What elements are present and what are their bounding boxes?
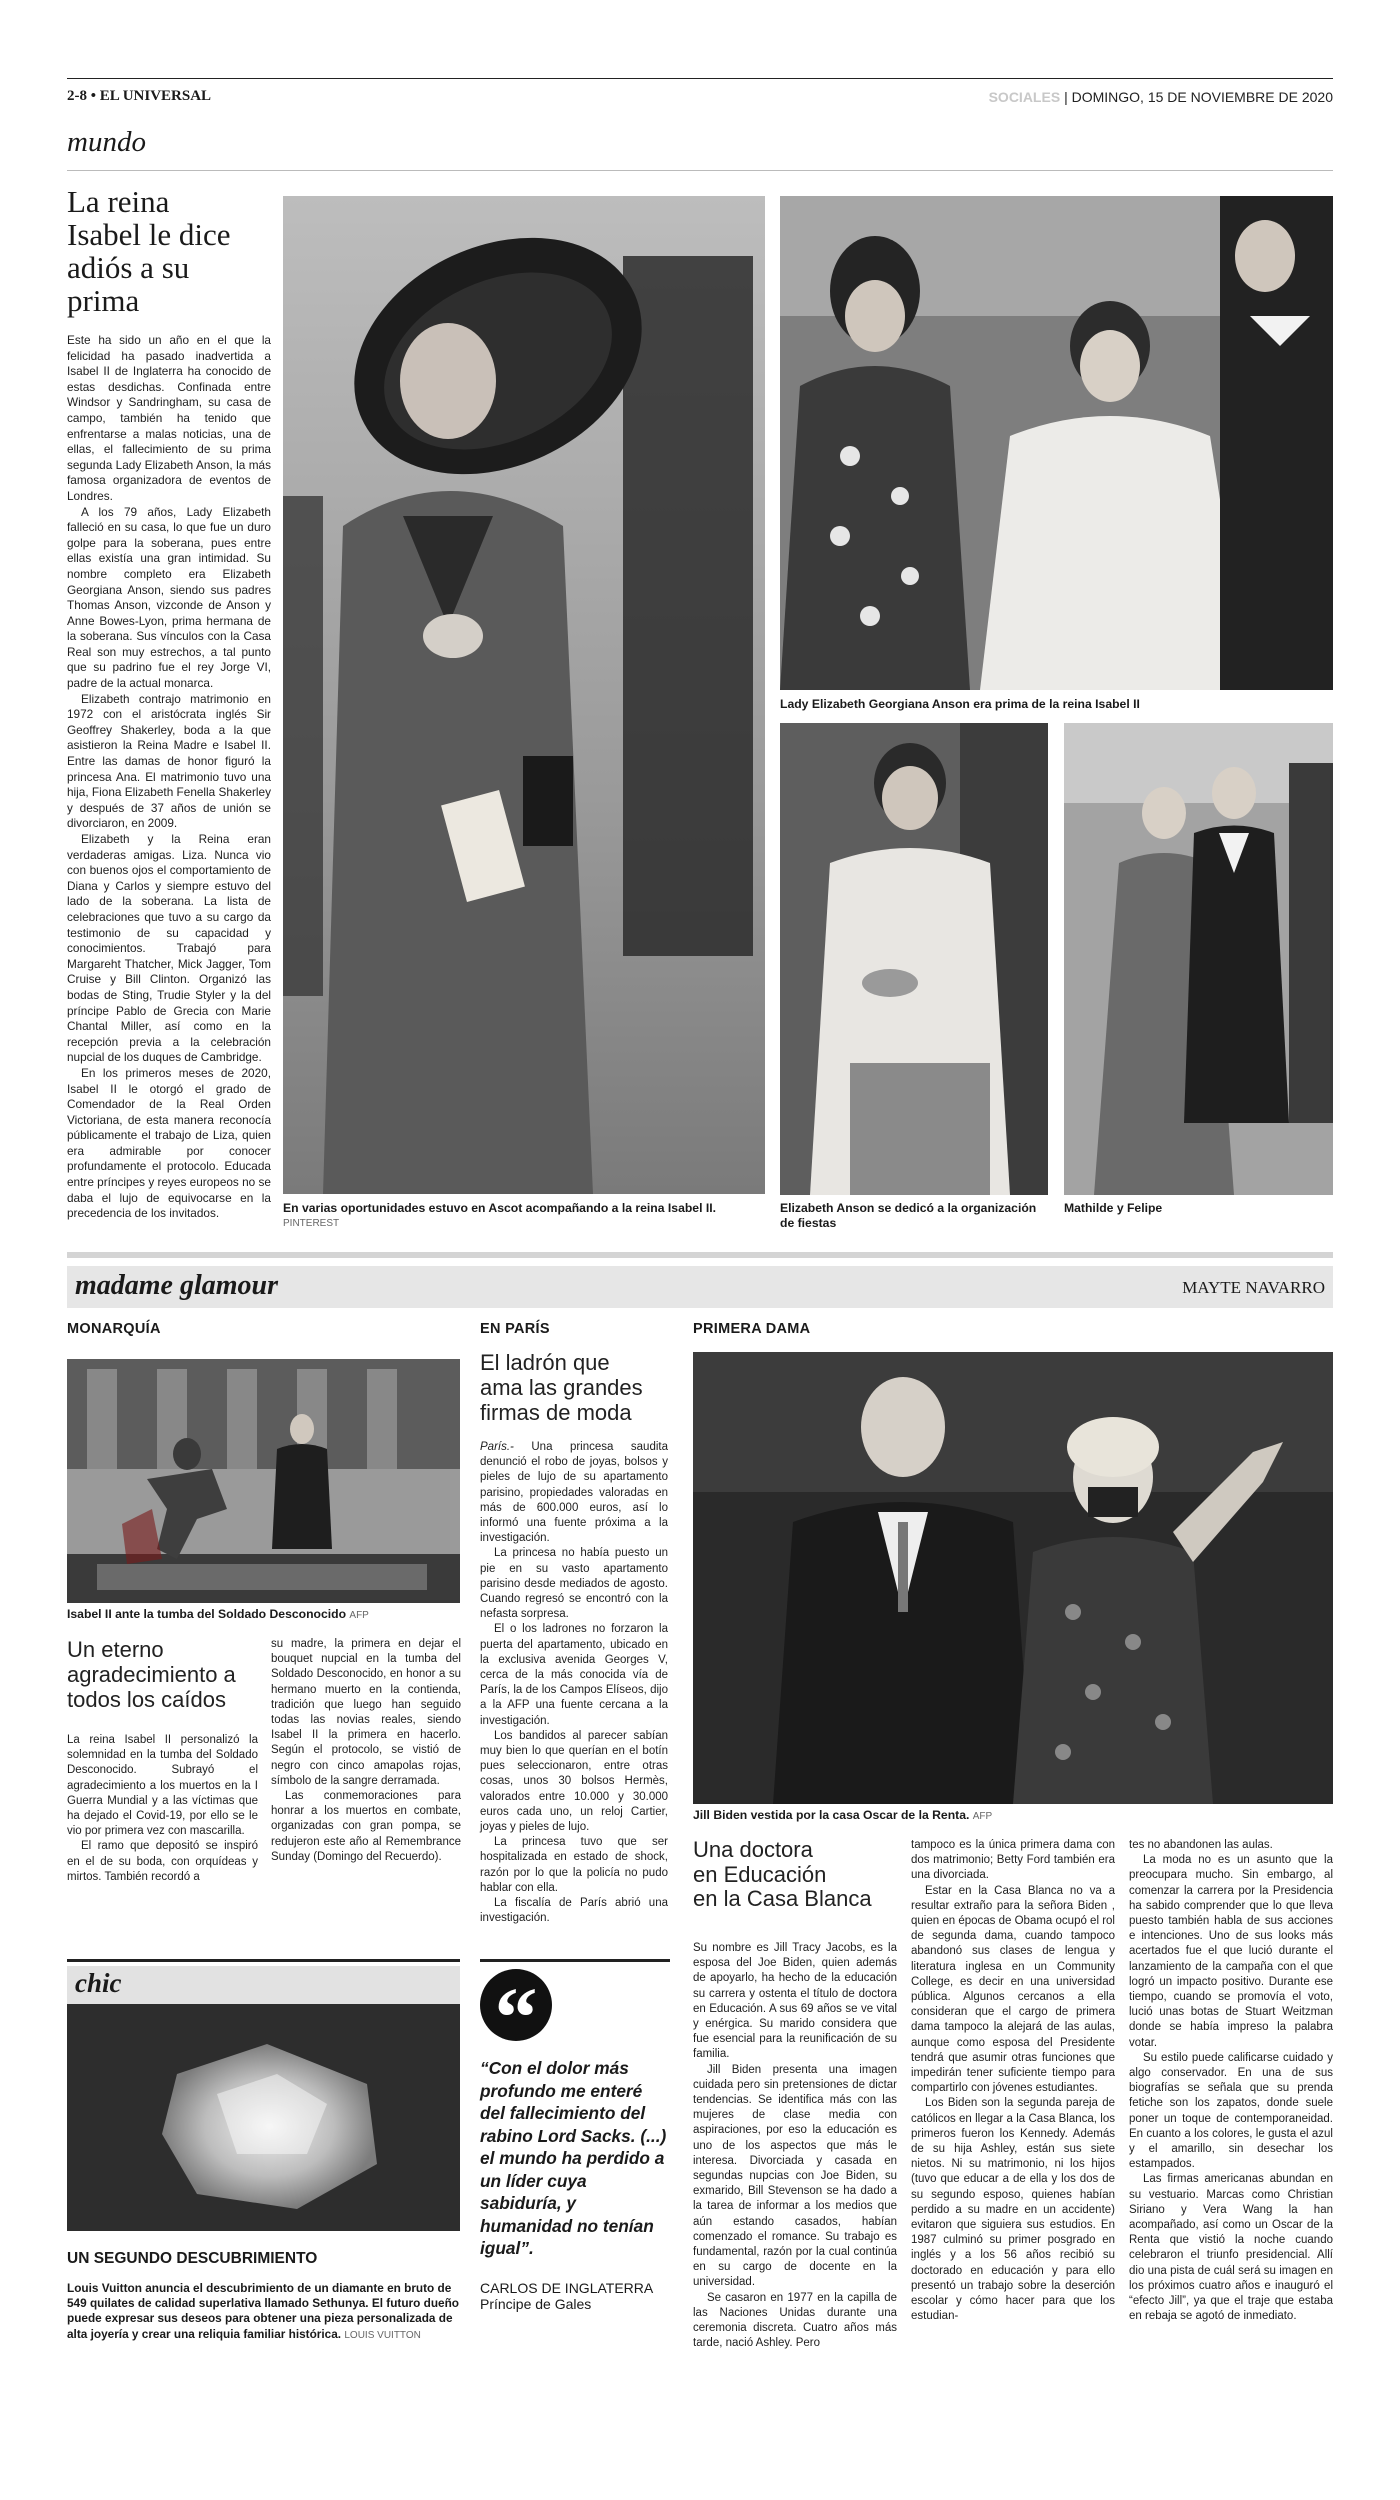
photo-bidens: [693, 1352, 1333, 1804]
photo-cousins: [780, 196, 1333, 690]
quote-author: CARLOS DE INGLATERRA: [480, 2280, 654, 2296]
section-name: SOCIALES: [988, 89, 1061, 105]
chic-rule: [67, 1959, 460, 1962]
chic-band: [67, 1966, 460, 2004]
paris-dateline: París.-: [480, 1441, 514, 1453]
photo-diamond: [67, 2004, 460, 2231]
primera-dama-col-2: tampoco es la única primera dama con dos matrimonio; Betty Ford también era una divorciada. Estar en la Casa Blanca no va a resultar extraño para la señora Biden , quien en épocas de Obama ocupó el rol de segunda dama, cuando tampoco abandonó sus clases de lengua y literatura inglesa en un Community College, es decir en una universidad pública. Algunos cercanos a ella consideran que el cargo de primera dama tampoco la alejará de las aulas, aunque como esposa del Presidente tendrá que asumir otras funciones que impedirán tener suficiente tiempo para compartirlo con jóvenes estudiantes. Los Biden son la segunda pareja de católicos en llegar a la Casa Blanca, los primeros fueron los Kennedy. Además de su hija Ashley, están sus siete nietos. Ni su matrimonio, ni los hijos (tuvo que educar a de ella y los dos de su segundo esposo, quienes habían perdido a su madre en un accidente) evitaron que siguiera sus estudios. En 1987 culminó su primer posgrado en inglés y a los 56 años recibió su doctorado en educación y para ello presentó un trabajo sobre la deserción escolar y cómo hacer para que los estudian-: [911, 1839, 1115, 2323]
photo-tomb: [67, 1359, 460, 1603]
top-rule: [67, 78, 1333, 79]
caption-organizer: Elizabeth Anson se dedicó a la organización de fiestas: [780, 1201, 1037, 1230]
quote-role: Príncipe de Gales: [480, 2296, 592, 2312]
caption-royals: Mathilde y Felipe: [1064, 1201, 1163, 1215]
page-folio: 2-8 • EL UNIVERSAL: [67, 88, 212, 104]
quote-rule: [480, 1959, 670, 1962]
chic-text: Louis Vuitton anuncia el descubrimiento de un diamante en bruto de 549 quilates de calidad superlativa llamado Sethunya. El futuro dueño puede expresar sus deseos para obtener una pieza personalizada de alta joyería y crear una reliquia familiar histórica. LOUIS VUITTON: [67, 2281, 460, 2341]
caption-cousins: Lady Elizabeth Georgiana Anson era prima de la reina Isabel II: [780, 697, 1140, 711]
monarquia-headline: Un eterno agradecimiento a todos los caídos: [67, 1637, 236, 1712]
quote-text: “Con el dolor más profundo me enteré del fallecimiento del rabino Lord Sacks. (...) el mundo ha perdido a un líder cuya sabiduría, y humanidad no tenían igual”.: [480, 2058, 667, 2258]
chic-label: chic: [75, 1968, 122, 1998]
glamour-band: [67, 1266, 1333, 1308]
dateline-bar: SOCIALES | DOMINGO, 15 DE NOVIEMBRE DE 2020: [988, 89, 1333, 105]
monarquia-col-1: La reina Isabel II personalizó la solemnidad en la tumba del Soldado Desconocido. Subrayó el agradecimiento a los muertos en la I Guerra Mundial y a las víctimas que ha dejado el Covid-19, por ello se le vio por primera vez con mascarilla. El ramo que depositó se inspiró en el de su boda, con orquídeas y mirtos. También recordó a: [67, 1734, 258, 1883]
rubric-rule: [67, 170, 1333, 171]
primera-dama-col-1: Su nombre es Jill Tracy Jacobs, es la esposa del Joe Biden, quien además de apoyarlo, ha hecho de la educación su carrera y ostenta el título de doctora en Educación. A sus 69 años se ve vital y enérgica. Su marido considera que fue esencial para la reunificación de su familia. Jill Biden presenta una imagen cuidada pero sin pretensiones de dictar tendencias. Se identifica más con las mujeres de clase media con aspiraciones, por eso la educación es uno de los aspectos que más le interesa. Divorciada y casada en segundas nupcias con Joe Biden, su exmarido, Bill Stevenson se ha dado a la tarea de informar a los medios que aún estando casados, habían comenzado el romance. Su trabajo es fundamental, razón por la cual continúa en su cargo de docente en la universidad. Se casaron en 1977 en la capilla de las Naciones Unidas durante una ceremonia discreta. Cuatro años más tarde, nació Ashley. Pero: [693, 1942, 897, 2350]
rubric-mundo: mundo: [67, 126, 146, 158]
glamour-author: MAYTE NAVARRO: [1182, 1278, 1325, 1297]
newspaper-name: EL UNIVERSAL: [99, 88, 212, 104]
label-monarquia: MONARQUÍA: [67, 1321, 161, 1337]
paris-body: París.- Una princesa saudita denunció el robo de joyas, bolsos y pieles de lujo de su apartamento parisino, propiedades valoradas en más de 600.000 euros, así lo informó una fuente próxima a la investigación. La princesa no había puesto un pie en su vasto apartamento parisino desde mediados de agosto. Cuando regresó se encontró con la nefasta sorpresa. El o los ladrones no forzaron la puerta del apartamento, ubicado en la exclusiva avenida Georges V, cerca de la más conocida vía de París, la de los Campos Elíseos, dijo a la AFP una fuente cercana a la investigación. Los bandidos al parecer sabían muy bien lo que querían en el botín pues seleccionaron, entre otras cosas, unos 30 bolsos Hermès, valorados entre 10.000 y 30.000 euros cada uno, un reloj Cartier, joyas y pieles de lujo. La princesa tuvo que ser hospitalizada en estado de shock, razón por lo que la policía no pudo hablar con ella. La fiscalía de París abrió una investigación.: [480, 1441, 668, 1925]
credit-afp-bidens: AFP: [972, 1811, 993, 1822]
label-primera-dama: PRIMERA DAMA: [693, 1321, 811, 1337]
chic-title: UN SEGUNDO DESCUBRIMIENTO: [67, 2250, 318, 2267]
photo-royals: [1064, 723, 1333, 1195]
label-paris: EN PARÍS: [480, 1321, 550, 1337]
caption-tomb: Isabel II ante la tumba del Soldado Desconocido AFP: [67, 1607, 369, 1621]
caption-bidens: Jill Biden vestida por la casa Oscar de la Renta. AFP: [693, 1808, 993, 1822]
credit-louis-vuitton: LOUIS VUITTON: [344, 2329, 421, 2341]
quote-mark-icon: “: [480, 1969, 552, 2041]
photo-ascot: [283, 196, 765, 1194]
credit-pinterest: PINTEREST: [283, 1218, 340, 1229]
issue-date: DOMINGO, 15 DE NOVIEMBRE DE 2020: [1071, 89, 1333, 105]
glamour-title: madame glamour: [75, 1270, 279, 1301]
main-story-body: Este ha sido un año en el que la felicidad ha pasado inadvertida a Isabel II de Inglaterra ha conocido de estas desdichas. Confinada entre Windsor y Sandringham, su casa de campo, también ha tenido que enfrentarse a malas noticias, una de ellas, el fallecimiento de su prima segunda Lady Elizabeth Anson, la más famosa organizadora de eventos de Londres. A los 79 años, Lady Elizabeth falleció en su casa, lo que fue un duro golpe para la soberana, pues entre ellas existía una gran intimidad. Su nombre completo era Elizabeth Georgiana Anson, siendo sus padres Thomas Anson, vizconde de Anson y Anne Bowes-Lyon, prima hermana de la soberana. Sus vínculos con la Casa Real son muy estrechos, a tal punto que su padrino fue el rey Jorge VI, padre de la actual monarca. Elizabeth contrajo matrimonio en 1972 con el aristócrata inglés Sir Geoffrey Shakerley, boda a la que asistieron la Reina Madre e Isabel II. Entre las damas de honor figuró la princesa Ana. El matrimonio tuvo una hija, Fiona Elizabeth Fenella Shakerley y después de 37 años de unión se divorciaron, en 2009. Elizabeth y la Reina eran verdaderas amigas. Liza. Nunca vio con buenos ojos el comportamiento de Diana y Carlos y siempre estuvo del lado de la soberana. La lista de celebraciones que tuvo a su cargo da testimonio de su capacidad y conocimientos. Trabajó para Margareht Thatcher, Mick Jagger, Tom Cruise y Bill Clinton. Organizó las bodas de Sting, Trudie Styler y la del príncipe Pablo de Grecia con Marie Chantal Miller, así como en la recepción previa a la celebración nupcial de los duques de Cambridge. En los primeros meses de 2020, Isabel II le otorgó el grado de Comendador de la Real Orden Victoriana, de esta manera reconocía públicamente el trabajo de Liza, quien era admirable por conocer profundamente el protocolo. Educada entre príncipes y reyes europeos no se daba el lujo de equivocarse en la precedencia de los invitados.: [67, 333, 271, 1221]
section-divider: [67, 1252, 1333, 1258]
paris-headline: El ladrón que ama las grandes firmas de moda: [480, 1350, 643, 1425]
photo-organizer: [780, 723, 1048, 1195]
main-headline: La reina Isabel le dice adiós a su prima: [67, 184, 231, 318]
credit-afp-tomb: AFP: [349, 1610, 369, 1621]
primera-dama-col-3: tes no abandonen las aulas. La moda no es un asunto que la preocupara mucho. Sin embargo, al comenzar la carrera por la Presidencia ha sabido comprender que lo que lleva puesto también habla de sus acciones e intenciones. Uno de sus looks más acertados fue el que lució durante el lanzamiento de la campaña con el que logró un impacto positivo. Durante ese tiempo, cuando se promovía el voto, lució unas botas de Stuart Weitzman donde se había impreso la palabra votar. Su estilo puede calificarse cuidado y algo conservador. En una de sus biografías se señala que su prenda fetiche son los zapatos, donde suele poner un toque de contemporaneidad. En cuanto a los colores, le gusta el azul y el amarillo, sin desechar los estampados. Las firmas americanas abundan en su vestuario. Marcas como Christian Siriano y Vera Wang la han acompañado, así como un Oscar de la Renta que vistió la noche cuando celebraron el triunfo presidencial. Allí dio una pista de cuál será su imagen en los próximos cuatro años e inauguró el “efecto Jill”, ya que el traje que estaba en rebaja se agotó de inmediato.: [1129, 1839, 1333, 2323]
caption-ascot: En varias oportunidades estuvo en Ascot acompañando a la reina Isabel II. PINTEREST: [283, 1201, 765, 1231]
primera-dama-headline: Una doctora en Educación en la Casa Blanca: [693, 1837, 872, 1911]
monarquia-col-2: su madre, la primera en dejar el bouquet nupcial en la tumba del Soldado Desconocido, en honor a su hermano muerto en la contienda, tradición que luego han seguido todas las novias reales, siendo Isabel II la primera en hacerlo. Según el protocolo, se vistió de negro con cinco amapolas rojas, símbolo de la sangre derramada. Las conmemoraciones para honrar a los muertos en combate, organizadas con gran pompa, se redujeron este año al Remembrance Sunday (Domingo del Recuerdo).: [271, 1638, 461, 1863]
page-number: 2-8: [67, 88, 87, 104]
